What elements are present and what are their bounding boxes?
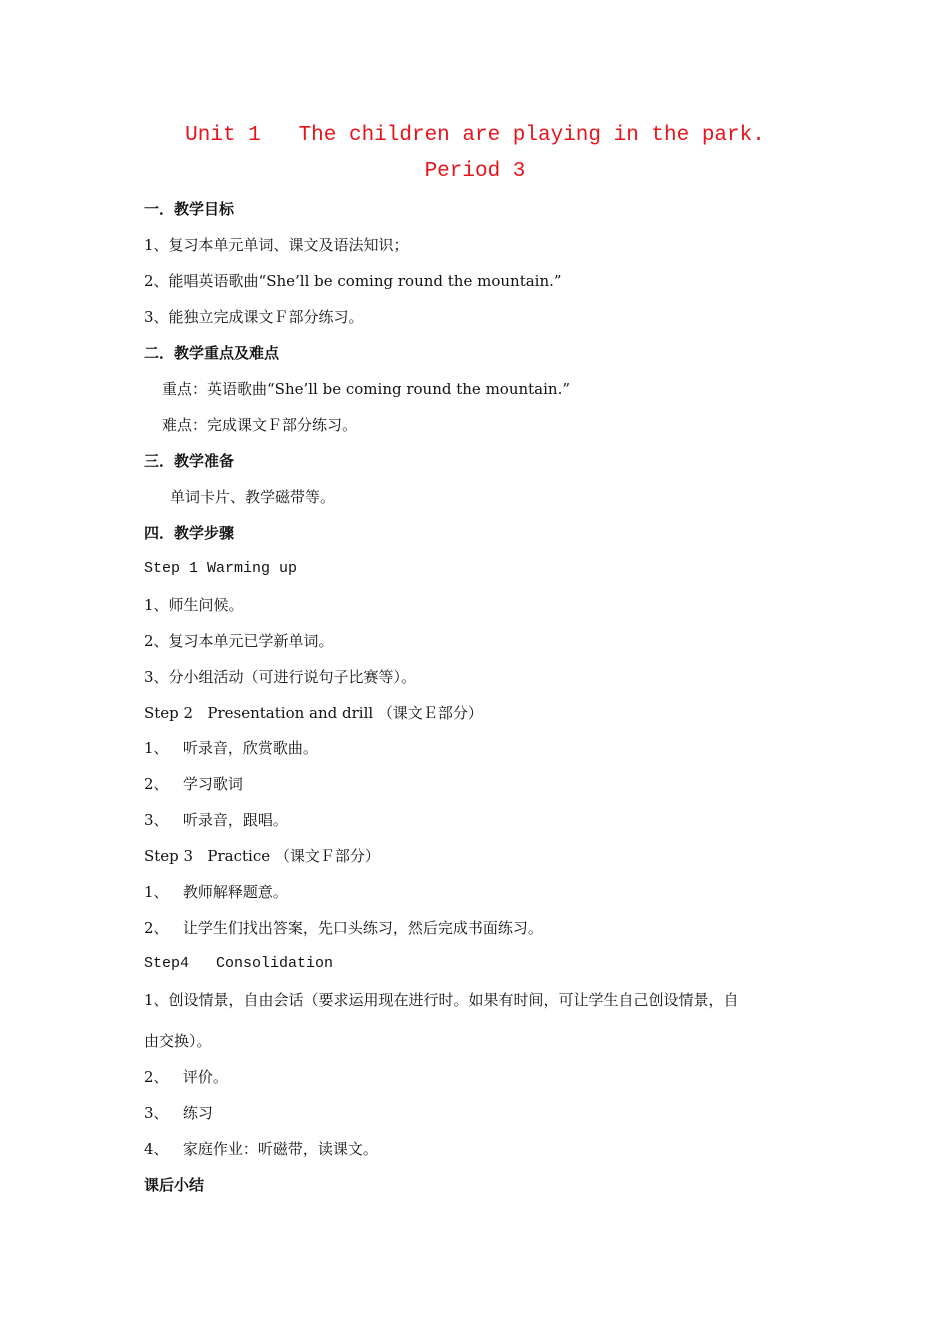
section-heading-preparation: 三．教学准备 (144, 452, 235, 470)
keypoint-item-2: 难点：完成课文Ｆ部分练习。 (162, 416, 358, 434)
section-heading-steps: 四．教学步骤 (144, 524, 235, 542)
step-2-item-1: 1、 听录音，欣赏歌曲。 (144, 739, 318, 757)
step-4-item-2: 2、 评价。 (144, 1068, 228, 1086)
step-2-title: Step 2 Presentation and drill （课文Ｅ部分） (144, 704, 483, 722)
preparation-item-1: 单词卡片、教学磁带等。 (170, 488, 336, 506)
goal-item-2: 2、能唱英语歌曲“She’ll be coming round the mountain.” (144, 272, 562, 290)
step-2-item-3: 3、 听录音，跟唱。 (144, 811, 288, 829)
step-1-item-2: 2、复习本单元已学新单词。 (144, 632, 334, 650)
section-heading-goals: 一．教学目标 (144, 200, 235, 218)
goal-item-3: 3、能独立完成课文Ｆ部分练习。 (144, 308, 364, 326)
goal-item-1: 1、复习本单元单词、课文及语法知识； (144, 236, 409, 254)
step-4-item-3: 3、 练习 (144, 1104, 213, 1122)
title-period: Period 3 (424, 160, 526, 183)
keypoint-item-1: 重点：英语歌曲“She’ll be coming round the mountain.” (162, 380, 571, 398)
step-2-item-2: 2、 学习歌词 (144, 775, 243, 793)
step-4-item-1: 1、创设情景，自由会话（要求运用现在进行时。如果有时间，可让学生自己创设情景，自 (144, 991, 739, 1009)
step-3-item-2: 2、 让学生们找出答案，先口头练习，然后完成书面练习。 (144, 919, 543, 937)
step-3-item-1: 1、 教师解释题意。 (144, 883, 288, 901)
step-1-item-1: 1、师生问候。 (144, 596, 244, 614)
step-4-item-4: 4、 家庭作业：听磁带，读课文。 (144, 1140, 378, 1158)
step-1-item-3: 3、分小组活动（可进行说句子比赛等）。 (144, 668, 417, 686)
step-4-item-1-cont: 由交换）。 (144, 1032, 212, 1050)
step-4-title: Step4 Consolidation (144, 955, 334, 972)
section-heading-summary: 课后小结 (144, 1176, 205, 1194)
section-heading-keypoints: 二．教学重点及难点 (144, 344, 280, 362)
step-1-title: Step 1 Warming up (144, 560, 298, 577)
step-3-title: Step 3 Practice （课文Ｆ部分） (144, 847, 380, 865)
title-unit: Unit 1 The children are playing in the park. (185, 124, 765, 147)
